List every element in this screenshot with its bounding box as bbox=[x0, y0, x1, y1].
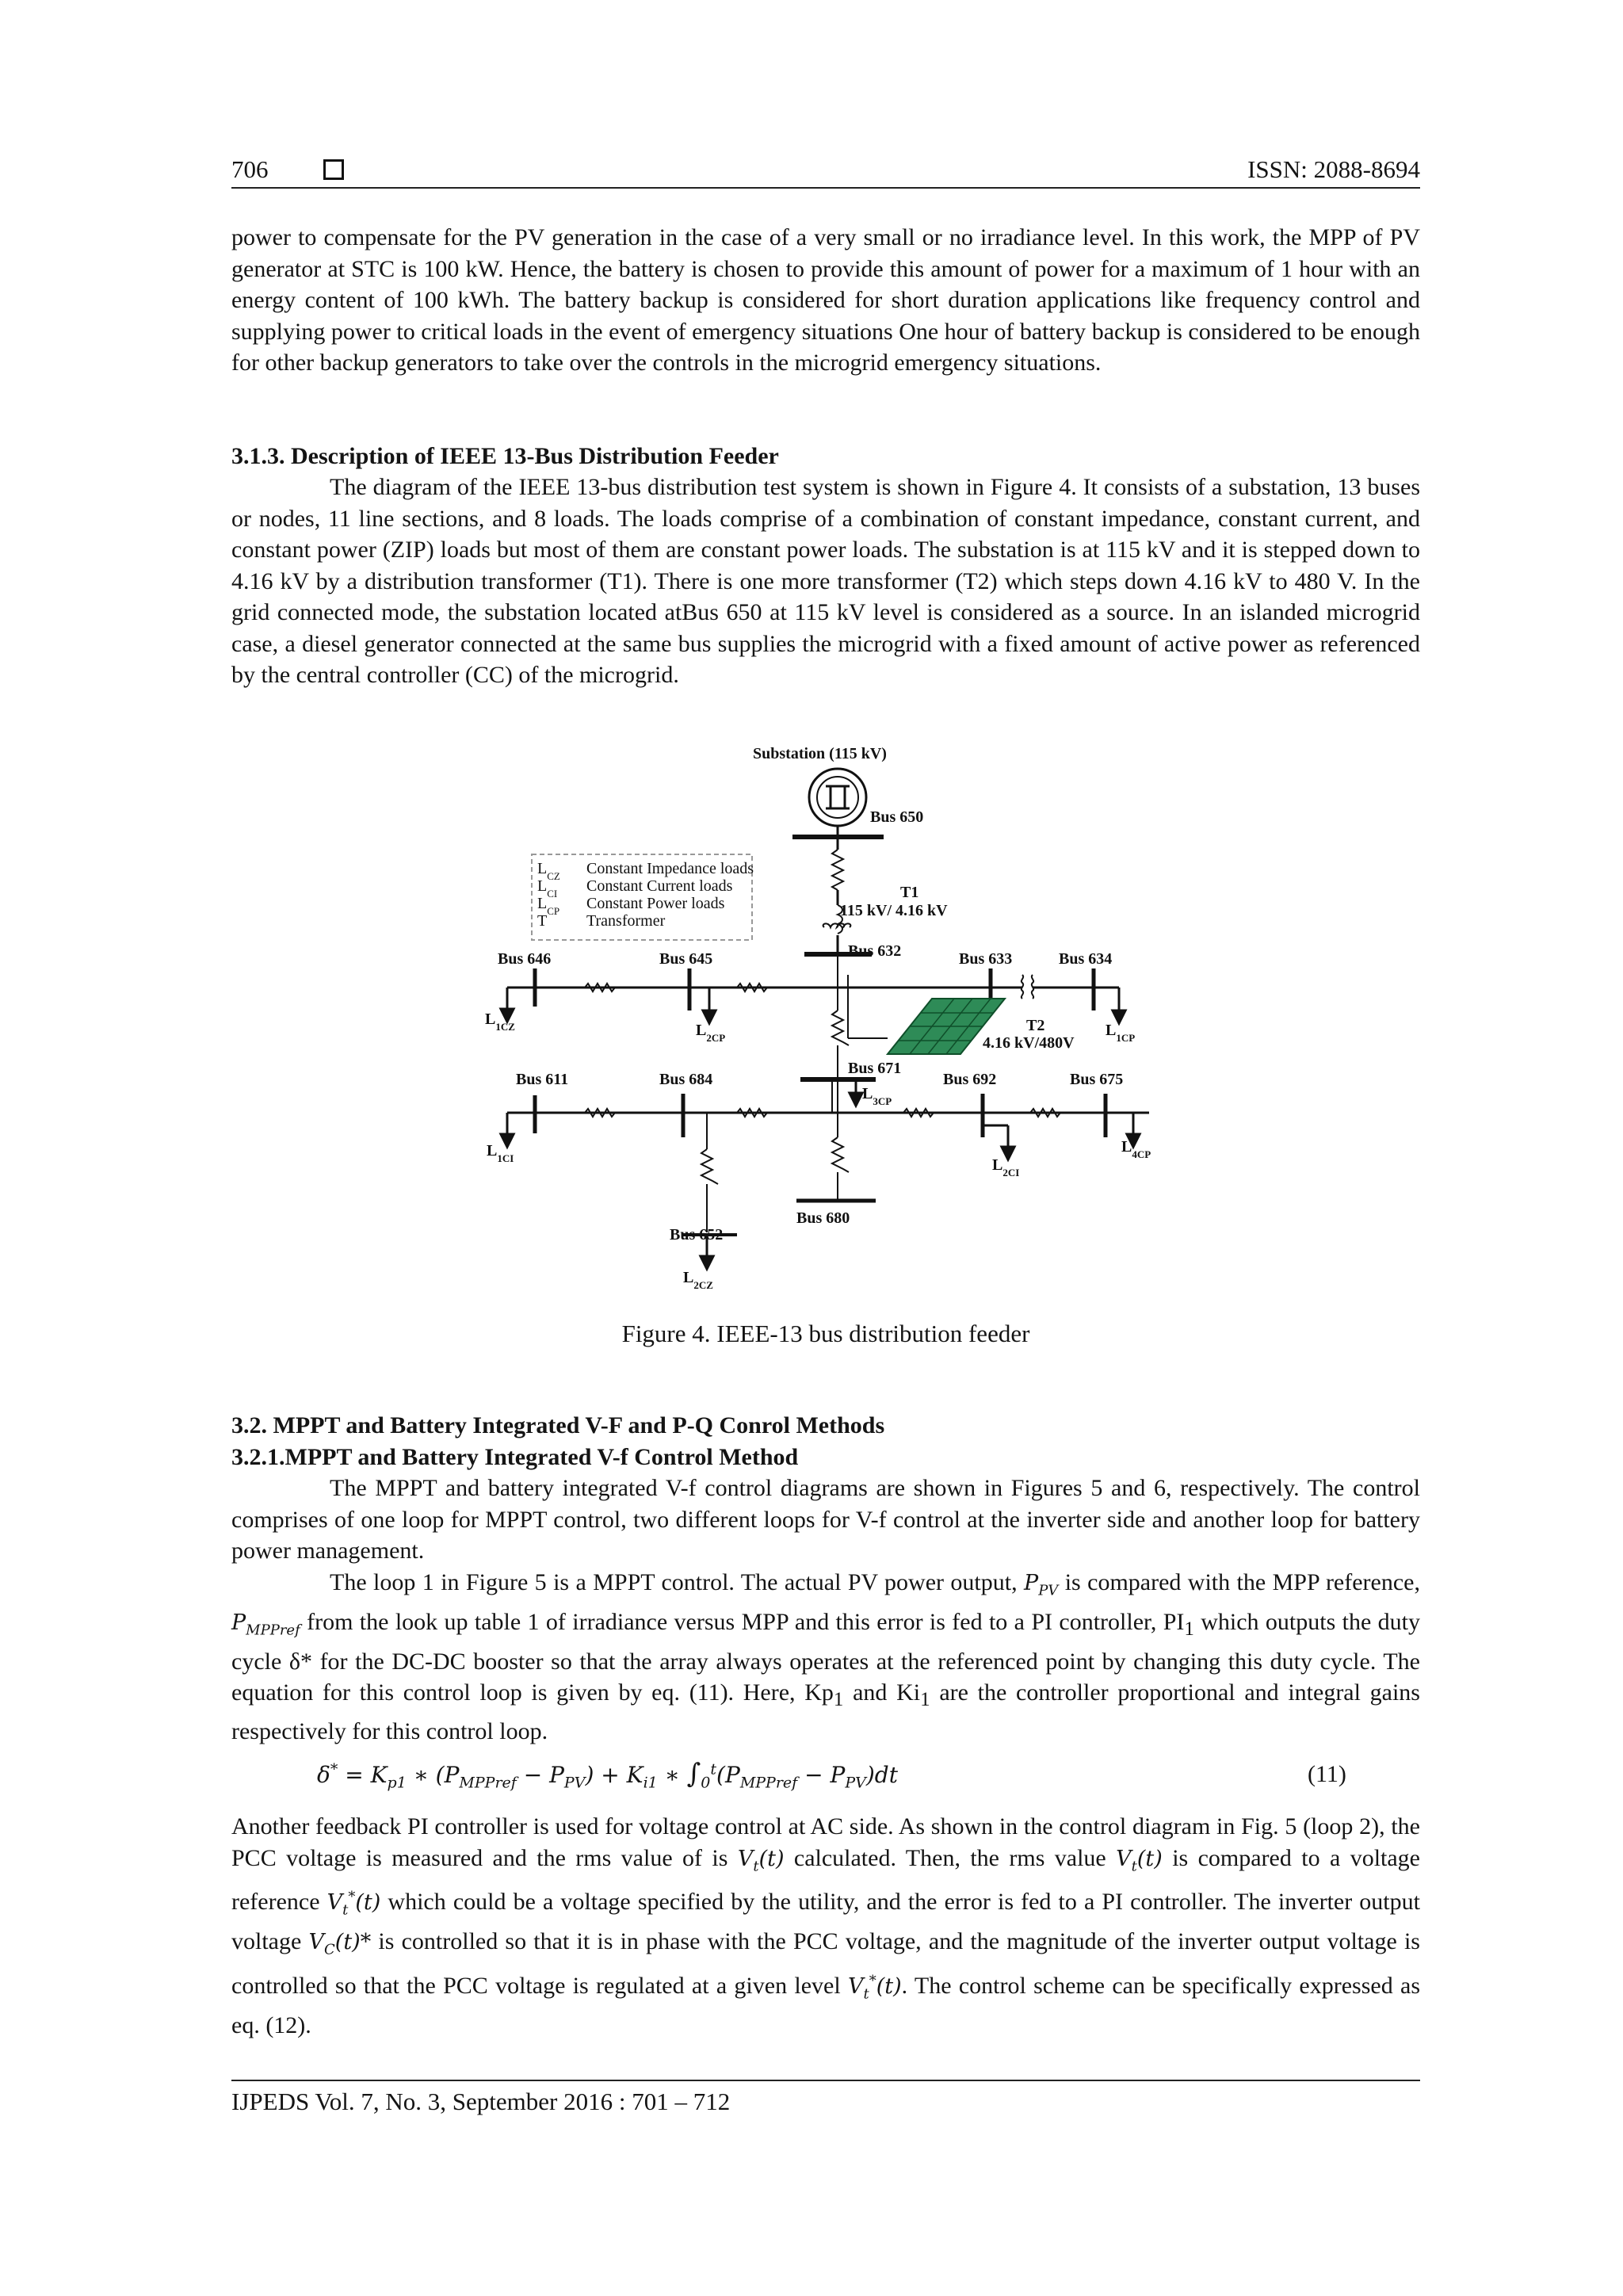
legend bbox=[537, 860, 754, 930]
load-l1cz-label: $L_{1CZ}$ bbox=[485, 1010, 515, 1033]
load-l3cp-label: $L_{3CP}$ bbox=[862, 1085, 892, 1107]
load-l2cz-label: $L_{2CZ}$ bbox=[683, 1269, 713, 1291]
issn: ISSN: 2088-8694 bbox=[1247, 155, 1420, 183]
math-vc-star: $V_C(t)*$ bbox=[308, 1930, 372, 1958]
math-vt-star: $V_t^*(t)$ bbox=[327, 1889, 381, 1919]
load-l2cp-label: $L_{2CP}$ bbox=[696, 1022, 726, 1044]
legend-code-lcz: $L_{CZ}$ bbox=[537, 860, 560, 882]
t2-rating: 4.16 kV/480V bbox=[983, 1034, 1075, 1052]
legend-code-lci: $L_{CI}$ bbox=[537, 877, 558, 900]
load-l1ci-label: $L_{1CI}$ bbox=[487, 1142, 514, 1164]
bus-675-label: Bus 675 bbox=[1070, 1071, 1124, 1088]
paragraph-control-overview: The MPPT and battery integrated V-f control diagrams are shown in Figures 5 and 6, respectively. The control comprises of one loop for MPPT control, two different loops for V-f control at the inverter side and another loop for battery power management. bbox=[231, 1475, 1420, 1564]
paragraph-feeder: The diagram of the IEEE 13-bus distribution test system is shown in Figure 4. It consists of a substation, 13 buses or nodes, 11 line sections, and 8 loads. The loads comprise of a combination of constant impedance, constant current, and constant power (ZIP) loads but most of them are constant power loads. The substation is at 115 kV and it is stepped down to 4.16 kV by a distribution transformer (T1). There is one more transformer (T2) which steps down 4.16 kV to 480 V. In the grid connected mode, the substation located atBus 650 at 115 kV level is considered as a source. In an islanded microgrid case, a diesel generator connected at the same bus supplies the microgrid with a fixed amount of active power as referenced by the central controller (CC) of the microgrid. bbox=[231, 474, 1420, 688]
header-rule bbox=[231, 187, 1420, 189]
footer-citation: IJPEDS Vol. 7, No. 3, September 2016 : 701 – 712 bbox=[231, 2088, 731, 2115]
math-p-pv: $P_{PV}$ bbox=[1024, 1571, 1059, 1599]
math-ki1: $Ki_1$ bbox=[896, 1679, 930, 1711]
bus-634-label: Bus 634 bbox=[1059, 950, 1113, 968]
equation-number: (11) bbox=[1308, 1761, 1346, 1787]
footer-rule bbox=[231, 2080, 1420, 2081]
t1-rating: 115 kV/ 4.16 kV bbox=[840, 902, 948, 919]
math-pi1: $PI_1$ bbox=[1163, 1608, 1194, 1640]
substation-label: Substation (115 kV) bbox=[753, 745, 887, 762]
legend-text-lcz: Constant Impedance loads bbox=[586, 860, 754, 877]
math-vt-2: $V_t(t)$ bbox=[1116, 1846, 1163, 1874]
legend-text-lci: Constant Current loads bbox=[586, 877, 733, 895]
heading-3-2: 3.2. MPPT and Battery Integrated V-F and P-Q Conrol Methods bbox=[231, 1412, 885, 1438]
t1-label: T1 bbox=[900, 884, 919, 901]
load-l4cp-label: $L_{4CP}$ bbox=[1121, 1138, 1151, 1160]
bus-611-label: Bus 611 bbox=[516, 1071, 569, 1088]
paragraph-voltage-control: Another feedback PI controller is used for voltage control at AC side. As shown in the control diagram in Fig. 5 (loop 2), the PCC voltage is measured and the rms value of is $V_t(t)$ calculated. Then, the rms value $V_t(t)$ is compared to a voltage reference $V_t^*(t)$ which could be a voltage specified by the utility, and the error is fed to a PI controller. The inverter output voltage $V_C(t)*$ is controlled so that it is in phase with the PCC voltage, and the magnitude of the inverter output voltage is controlled so that the PCC voltage is regulated at a given level $V_t^*(t)$. The control scheme can be specifically expressed as eq. (12). bbox=[231, 1813, 1420, 2039]
legend-code-lcp: $L_{CP}$ bbox=[537, 895, 560, 917]
bus-632-label: Bus 632 bbox=[848, 942, 902, 960]
bus-650-label: Bus 650 bbox=[870, 808, 924, 826]
math-kp1: $Kp_1$ bbox=[804, 1679, 844, 1711]
load-l2ci-label: $L_{2CI}$ bbox=[992, 1156, 1020, 1179]
bus-633-label: Bus 633 bbox=[959, 950, 1013, 968]
bus-692-label: Bus 692 bbox=[943, 1071, 997, 1088]
legend-text-lcp: Constant Power loads bbox=[586, 895, 725, 912]
paragraph-battery: power to compensate for the PV generation in the case of a very small or no irradiance level. In this work, the MPP of PV generator at STC is 100 kW. Hence, the battery is chosen to provide this amount of power for a maximum of 1 hour with an energy content of 100 kWh. The battery backup is considered for short duration applications like frequency control and supplying power to critical loads in the event of emergency situations One hour of battery backup is considered to be enough for other backup generators to take over the controls in the microgrid emergency situations. bbox=[231, 224, 1420, 376]
bus-645-label: Bus 645 bbox=[659, 950, 713, 968]
square-bullet-icon bbox=[323, 159, 344, 180]
page-number: 706 bbox=[231, 155, 269, 183]
equation-11: $\delta^* = K_{p1}$ ∗ $(P_{MPPref} - P_{PV}) + K_{i1}$ ∗ $\int_0^t(P_{MPPref} - P_{PV})dt$ bbox=[317, 1758, 898, 1792]
math-vt-star-2: $V_t^*(t)$ bbox=[847, 1973, 902, 2003]
bus-652-label: Bus 652 bbox=[670, 1226, 724, 1244]
math-p-mppref: $P_{MPPref}$ bbox=[231, 1610, 300, 1639]
paragraph-mppt-loop: The loop 1 in Figure 5 is a MPPT control. The actual PV power output, $P_{PV}$ is compared with the MPP reference, $P_{MPPref}$ from the look up table 1 of irradiance versus MPP and this error is fed to a PI controller, $PI_1$ which outputs the duty cycle δ* for the DC-DC booster so that the array always operates at the referenced point by changing this duty cycle. The equation for this control loop is given by eq. (11). Here, $Kp_1$ and $Ki_1$ are the controller proportional and integral gains respectively for this control loop. bbox=[231, 1569, 1420, 1744]
ieee13-feeder-diagram bbox=[475, 737, 1189, 1300]
figure-caption: Figure 4. IEEE-13 bus distribution feeder bbox=[621, 1320, 1030, 1347]
legend-code-t: T bbox=[537, 912, 548, 930]
heading-3-1-3: 3.1.3. Description of IEEE 13-Bus Distribution Feeder bbox=[231, 443, 779, 469]
load-l1cp-label: $L_{1CP}$ bbox=[1106, 1022, 1136, 1044]
bus-646-label: Bus 646 bbox=[498, 950, 552, 968]
legend-text-t: Transformer bbox=[586, 912, 666, 930]
heading-3-2-1: 3.2.1.MPPT and Battery Integrated V-f Control Method bbox=[231, 1444, 799, 1470]
math-vt: $V_t(t)$ bbox=[737, 1846, 785, 1874]
bus-680-label: Bus 680 bbox=[796, 1209, 850, 1227]
transformer-t2-icon bbox=[1022, 975, 1023, 999]
bus-684-label: Bus 684 bbox=[659, 1071, 713, 1088]
t2-label: T2 bbox=[1026, 1017, 1045, 1034]
bus-671-label: Bus 671 bbox=[848, 1060, 902, 1077]
